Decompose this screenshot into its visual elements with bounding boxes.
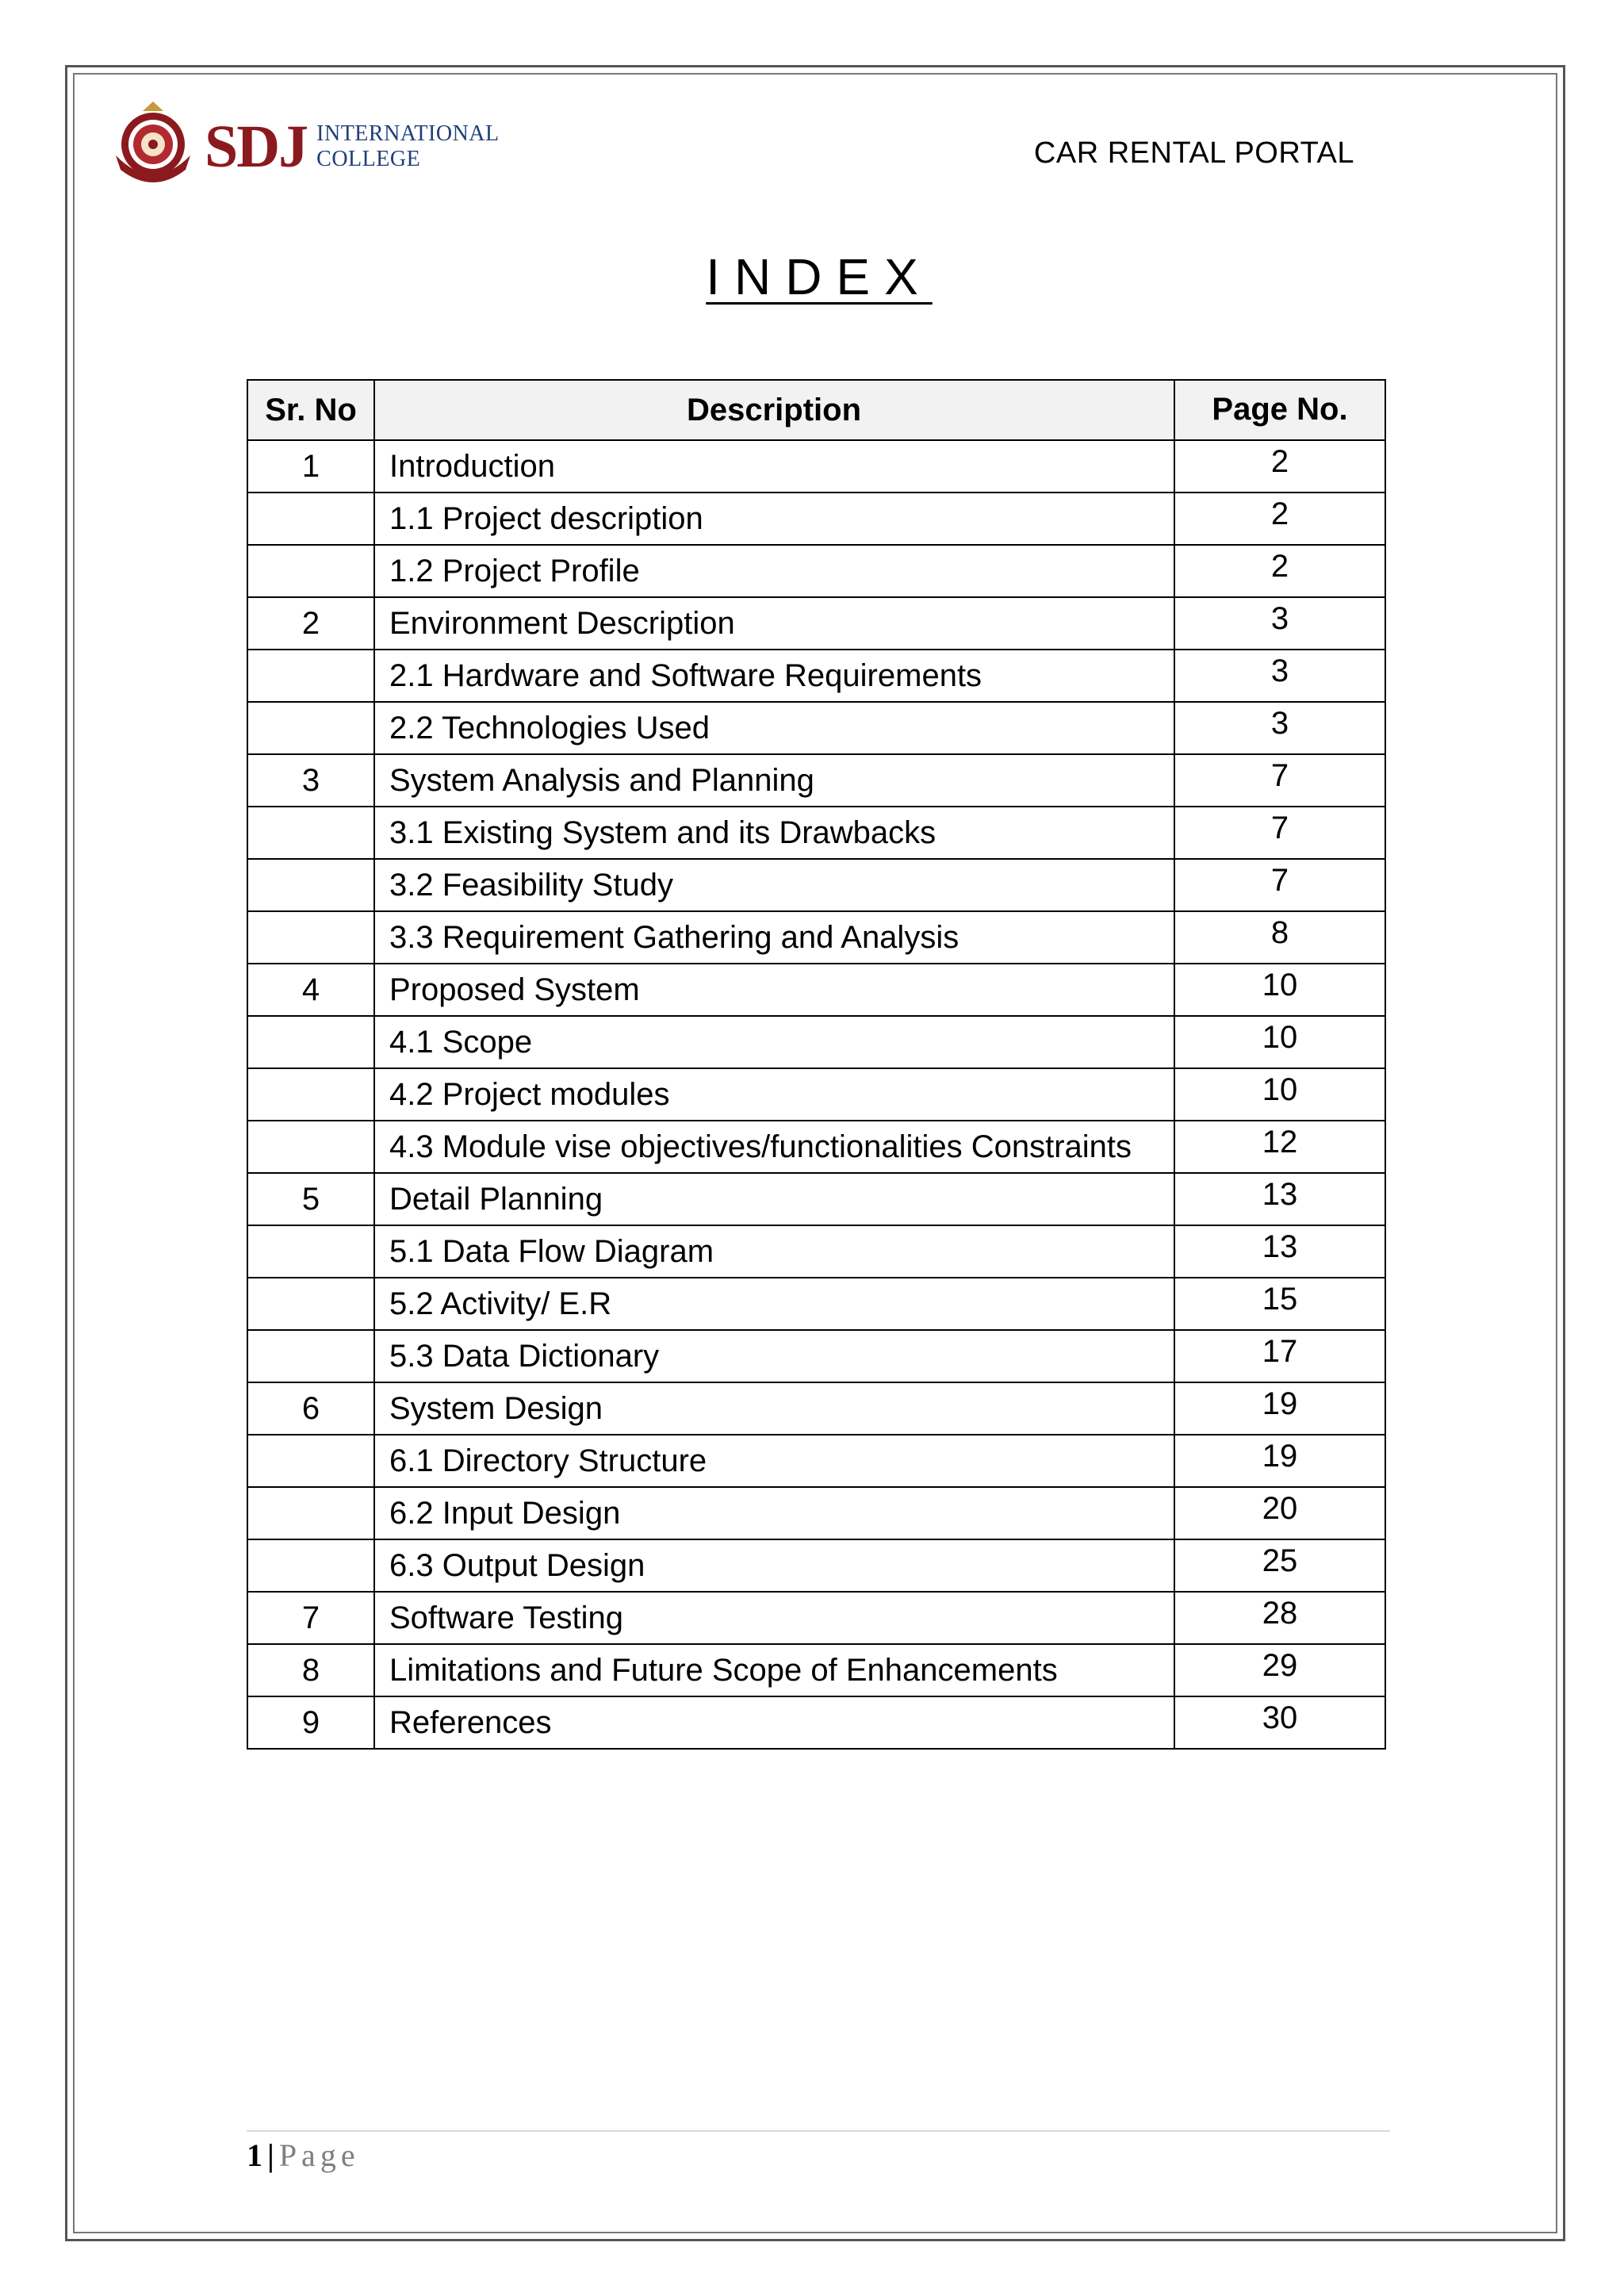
- row-page-no: 3: [1174, 702, 1385, 754]
- row-sr-no: 9: [247, 1696, 374, 1749]
- row-page-no: 10: [1174, 1068, 1385, 1121]
- row-sr-no: [247, 650, 374, 702]
- row-sr-no: [247, 1330, 374, 1382]
- row-sr-no: [247, 1121, 374, 1173]
- row-sr-no: 7: [247, 1592, 374, 1644]
- table-row: [247, 1487, 1385, 1539]
- table-row: [247, 650, 1385, 702]
- table-row: [247, 964, 1385, 1016]
- row-description: 5.3 Data Dictionary: [374, 1330, 1174, 1382]
- table-row: [247, 1644, 1385, 1696]
- table-row: [247, 1225, 1385, 1278]
- row-page-no: 10: [1174, 964, 1385, 1016]
- row-description: 3.1 Existing System and its Drawbacks: [374, 807, 1174, 859]
- row-description: Proposed System: [374, 964, 1174, 1016]
- index-table: [247, 379, 1386, 1750]
- logo-subtitle: [316, 121, 499, 172]
- row-sr-no: 6: [247, 1382, 374, 1435]
- row-description: References: [374, 1696, 1174, 1749]
- index-table-body: [247, 440, 1385, 1749]
- table-row: [247, 545, 1385, 597]
- row-description: Environment Description: [374, 597, 1174, 650]
- table-row: [247, 440, 1385, 493]
- row-description: 3.2 Feasibility Study: [374, 859, 1174, 911]
- table-row: [247, 1696, 1385, 1749]
- row-description: System Analysis and Planning: [374, 754, 1174, 807]
- row-description: Limitations and Future Scope of Enhancements: [374, 1644, 1174, 1696]
- row-sr-no: [247, 859, 374, 911]
- table-row: [247, 859, 1385, 911]
- row-sr-no: 3: [247, 754, 374, 807]
- logo-mark: SDJ: [205, 113, 308, 180]
- college-crest-icon: [109, 100, 197, 194]
- row-sr-no: [247, 1487, 374, 1539]
- table-row: [247, 754, 1385, 807]
- row-page-no: 20: [1174, 1487, 1385, 1539]
- table-row: [247, 1539, 1385, 1592]
- table-row: [247, 702, 1385, 754]
- row-page-no: 3: [1174, 650, 1385, 702]
- table-row: [247, 1016, 1385, 1068]
- row-sr-no: [247, 1225, 374, 1278]
- row-sr-no: 5: [247, 1173, 374, 1225]
- row-description: Software Testing: [374, 1592, 1174, 1644]
- row-description: 1.1 Project description: [374, 493, 1174, 545]
- row-page-no: 19: [1174, 1382, 1385, 1435]
- row-page-no: 7: [1174, 859, 1385, 911]
- table-row: [247, 1121, 1385, 1173]
- row-description: Introduction: [374, 440, 1174, 493]
- row-page-no: 25: [1174, 1539, 1385, 1592]
- row-description: System Design: [374, 1382, 1174, 1435]
- row-page-no: 29: [1174, 1644, 1385, 1696]
- row-page-no: 2: [1174, 440, 1385, 493]
- table-row: [247, 807, 1385, 859]
- row-sr-no: [247, 911, 374, 964]
- row-sr-no: [247, 1435, 374, 1487]
- row-description: 5.1 Data Flow Diagram: [374, 1225, 1174, 1278]
- table-row: [247, 1068, 1385, 1121]
- table-row: [247, 1592, 1385, 1644]
- row-page-no: 30: [1174, 1696, 1385, 1749]
- row-sr-no: [247, 1539, 374, 1592]
- row-page-no: 13: [1174, 1225, 1385, 1278]
- row-page-no: 10: [1174, 1016, 1385, 1068]
- table-row: [247, 1330, 1385, 1382]
- row-description: 1.2 Project Profile: [374, 545, 1174, 597]
- row-sr-no: [247, 1016, 374, 1068]
- row-description: 4.1 Scope: [374, 1016, 1174, 1068]
- table-row: [247, 597, 1385, 650]
- row-sr-no: [247, 1068, 374, 1121]
- row-sr-no: 1: [247, 440, 374, 493]
- row-page-no: 7: [1174, 754, 1385, 807]
- row-description: 2.2 Technologies Used: [374, 702, 1174, 754]
- page-footer: [247, 2137, 360, 2174]
- row-description: Detail Planning: [374, 1173, 1174, 1225]
- row-page-no: 19: [1174, 1435, 1385, 1487]
- row-page-no: 15: [1174, 1278, 1385, 1330]
- row-description: 4.3 Module vise objectives/functionalities Constraints: [374, 1121, 1174, 1173]
- row-page-no: 3: [1174, 597, 1385, 650]
- row-page-no: 2: [1174, 545, 1385, 597]
- table-row: [247, 1435, 1385, 1487]
- table-row: [247, 493, 1385, 545]
- row-description: 4.2 Project modules: [374, 1068, 1174, 1121]
- row-description: 6.3 Output Design: [374, 1539, 1174, 1592]
- table-row: [247, 1382, 1385, 1435]
- row-page-no: 7: [1174, 807, 1385, 859]
- row-page-no: 2: [1174, 493, 1385, 545]
- row-description: 2.1 Hardware and Software Requirements: [374, 650, 1174, 702]
- footer-separator: |: [267, 2137, 274, 2173]
- logo-line-2: COLLEGE: [316, 147, 421, 171]
- college-logo: [109, 100, 500, 194]
- row-sr-no: 2: [247, 597, 374, 650]
- row-page-no: 12: [1174, 1121, 1385, 1173]
- row-sr-no: 4: [247, 964, 374, 1016]
- logo-line-1: INTERNATIONAL: [316, 121, 500, 146]
- row-sr-no: [247, 493, 374, 545]
- header-description: Description: [374, 380, 1174, 440]
- table-header-row: [247, 380, 1385, 440]
- header-page-no: Page No.: [1174, 380, 1385, 440]
- page-title: [0, 247, 1624, 306]
- row-page-no: 8: [1174, 911, 1385, 964]
- table-row: [247, 911, 1385, 964]
- footer-page-word: Page: [278, 2137, 360, 2173]
- table-row: [247, 1278, 1385, 1330]
- row-sr-no: [247, 1278, 374, 1330]
- row-description: 6.1 Directory Structure: [374, 1435, 1174, 1487]
- row-page-no: 13: [1174, 1173, 1385, 1225]
- row-description: 5.2 Activity/ E.R: [374, 1278, 1174, 1330]
- header-sr-no: Sr. No: [247, 380, 374, 440]
- footer-page-number: 1: [247, 2137, 262, 2173]
- row-sr-no: [247, 807, 374, 859]
- row-description: 3.3 Requirement Gathering and Analysis: [374, 911, 1174, 964]
- row-sr-no: [247, 545, 374, 597]
- row-page-no: 17: [1174, 1330, 1385, 1382]
- footer-divider: [247, 2130, 1390, 2132]
- row-page-no: 28: [1174, 1592, 1385, 1644]
- row-sr-no: 8: [247, 1644, 374, 1696]
- index-heading: INDEX: [706, 248, 933, 305]
- row-description: 6.2 Input Design: [374, 1487, 1174, 1539]
- table-row: [247, 1173, 1385, 1225]
- row-sr-no: [247, 702, 374, 754]
- project-title: CAR RENTAL PORTAL: [1033, 136, 1354, 170]
